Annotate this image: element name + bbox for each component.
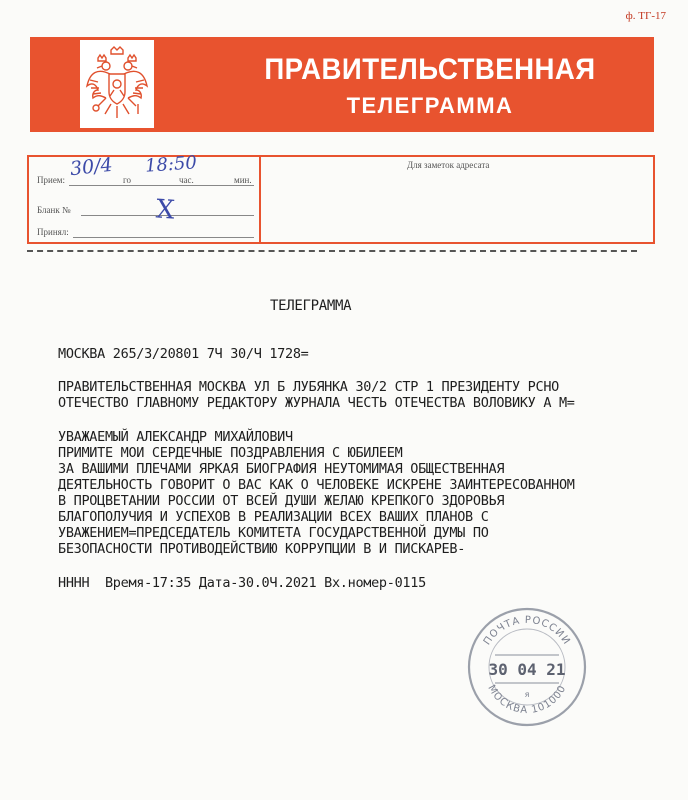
body-line: УВАЖЕНИЕМ=ПРЕДСЕДАТЕЛЬ КОМИТЕТА ГОСУДАРСТВЕННОЙ ДУМЫ ПО <box>58 525 489 541</box>
russian-double-headed-eagle-icon <box>84 46 150 122</box>
svg-text:МОСКВА 101000 <box>485 683 568 716</box>
stamp-top-text: ПОЧТА РОССИИ <box>481 614 573 648</box>
body-line: ПРИМИТЕ МОИ СЕРДЕЧНЫЕ ПОЗДРАВЛЕНИЯ С ЮБИЛЕЕМ <box>58 445 403 461</box>
svg-text:ПОЧТА РОССИИ <box>482 615 572 647</box>
body-line: БЛАГОПОЛУЧИЯ И УСПЕХОВ В РЕАЛИЗАЦИИ ВСЕХ ВАШИХ ПЛАНОВ С <box>58 509 489 525</box>
hours-label: час. <box>179 175 194 185</box>
notes-label: Для заметок адресата <box>407 160 490 170</box>
handwritten-time: 18:50 <box>144 152 198 177</box>
emblem-box <box>80 40 154 128</box>
form-code: ф. ТГ-17 <box>625 10 666 22</box>
blank-label: Бланк № <box>37 205 71 215</box>
body-line: БЕЗОПАСНОСТИ ПРОТИВОДЕЙСТВИЮ КОРРУПЦИИ В И ПИСКАРЕВ- <box>58 541 466 557</box>
address-line: ПРАВИТЕЛЬСТВЕННАЯ МОСКВА УЛ Б ЛУБЯНКА 30/2 СТР 1 ПРЕЗИДЕНТУ РСНО <box>58 379 559 395</box>
year-label: го <box>123 175 131 185</box>
telegram-footer: НННН Время-17:35 Дата-30.0Ч.2021 Вх.номер-0115 <box>58 575 426 591</box>
tear-line <box>27 250 637 252</box>
postal-stamp <box>465 605 589 734</box>
accepted-label: Принял: <box>37 227 69 237</box>
header-subtitle: ТЕЛЕГРАММА <box>346 93 514 118</box>
postal-stamp-seal <box>465 605 589 729</box>
accepted-line <box>73 237 254 238</box>
body-line: ЗА ВАШИМИ ПЛЕЧАМИ ЯРКАЯ БИОГРАФИЯ НЕУТОМИМАЯ ОБЩЕСТВЕННАЯ <box>58 461 505 477</box>
stamp-bottom-text: МОСКВА 101000 <box>485 683 569 717</box>
address-line: ОТЕЧЕСТВО ГЛАВНОМУ РЕДАКТОРУ ЖУРНАЛА ЧЕСТЬ ОТЕЧЕСТВА ВОЛОВИКУ А М= <box>58 395 575 411</box>
registration-frame <box>27 155 655 244</box>
telegram-title: ТЕЛЕГРАММА <box>270 298 352 314</box>
header-title: ПРАВИТЕЛЬСТВЕННАЯ <box>264 53 596 86</box>
handwritten-mark: Х <box>154 194 176 226</box>
routing-line: МОСКВА 265/3/20801 7Ч 30/Ч 1728= <box>58 346 309 362</box>
telegram-header <box>30 37 654 132</box>
handwritten-date: 30/4 <box>68 153 114 181</box>
received-label: Прием: <box>37 175 66 185</box>
body-line: ДЕЯТЕЛЬНОСТЬ ГОВОРИТ О ВАС КАК О ЧЕЛОВЕКЕ ИСКРЕНЕ ЗАИНТЕРЕСОВАННОМ <box>58 477 575 493</box>
stamp-mark: я <box>524 690 530 699</box>
body-line: В ПРОЦВЕТАНИИ РОССИИ ОТ ВСЕЙ ДУШИ ЖЕЛАЮ КРЕПКОГО ЗДОРОВЬЯ <box>58 493 505 509</box>
body-line: УВАЖАЕМЫЙ АЛЕКСАНДР МИХАЙЛОВИЧ <box>58 429 293 445</box>
received-line <box>69 185 254 186</box>
minutes-label: мин. <box>234 175 252 185</box>
stamp-date: 30 04 21 <box>488 660 566 679</box>
